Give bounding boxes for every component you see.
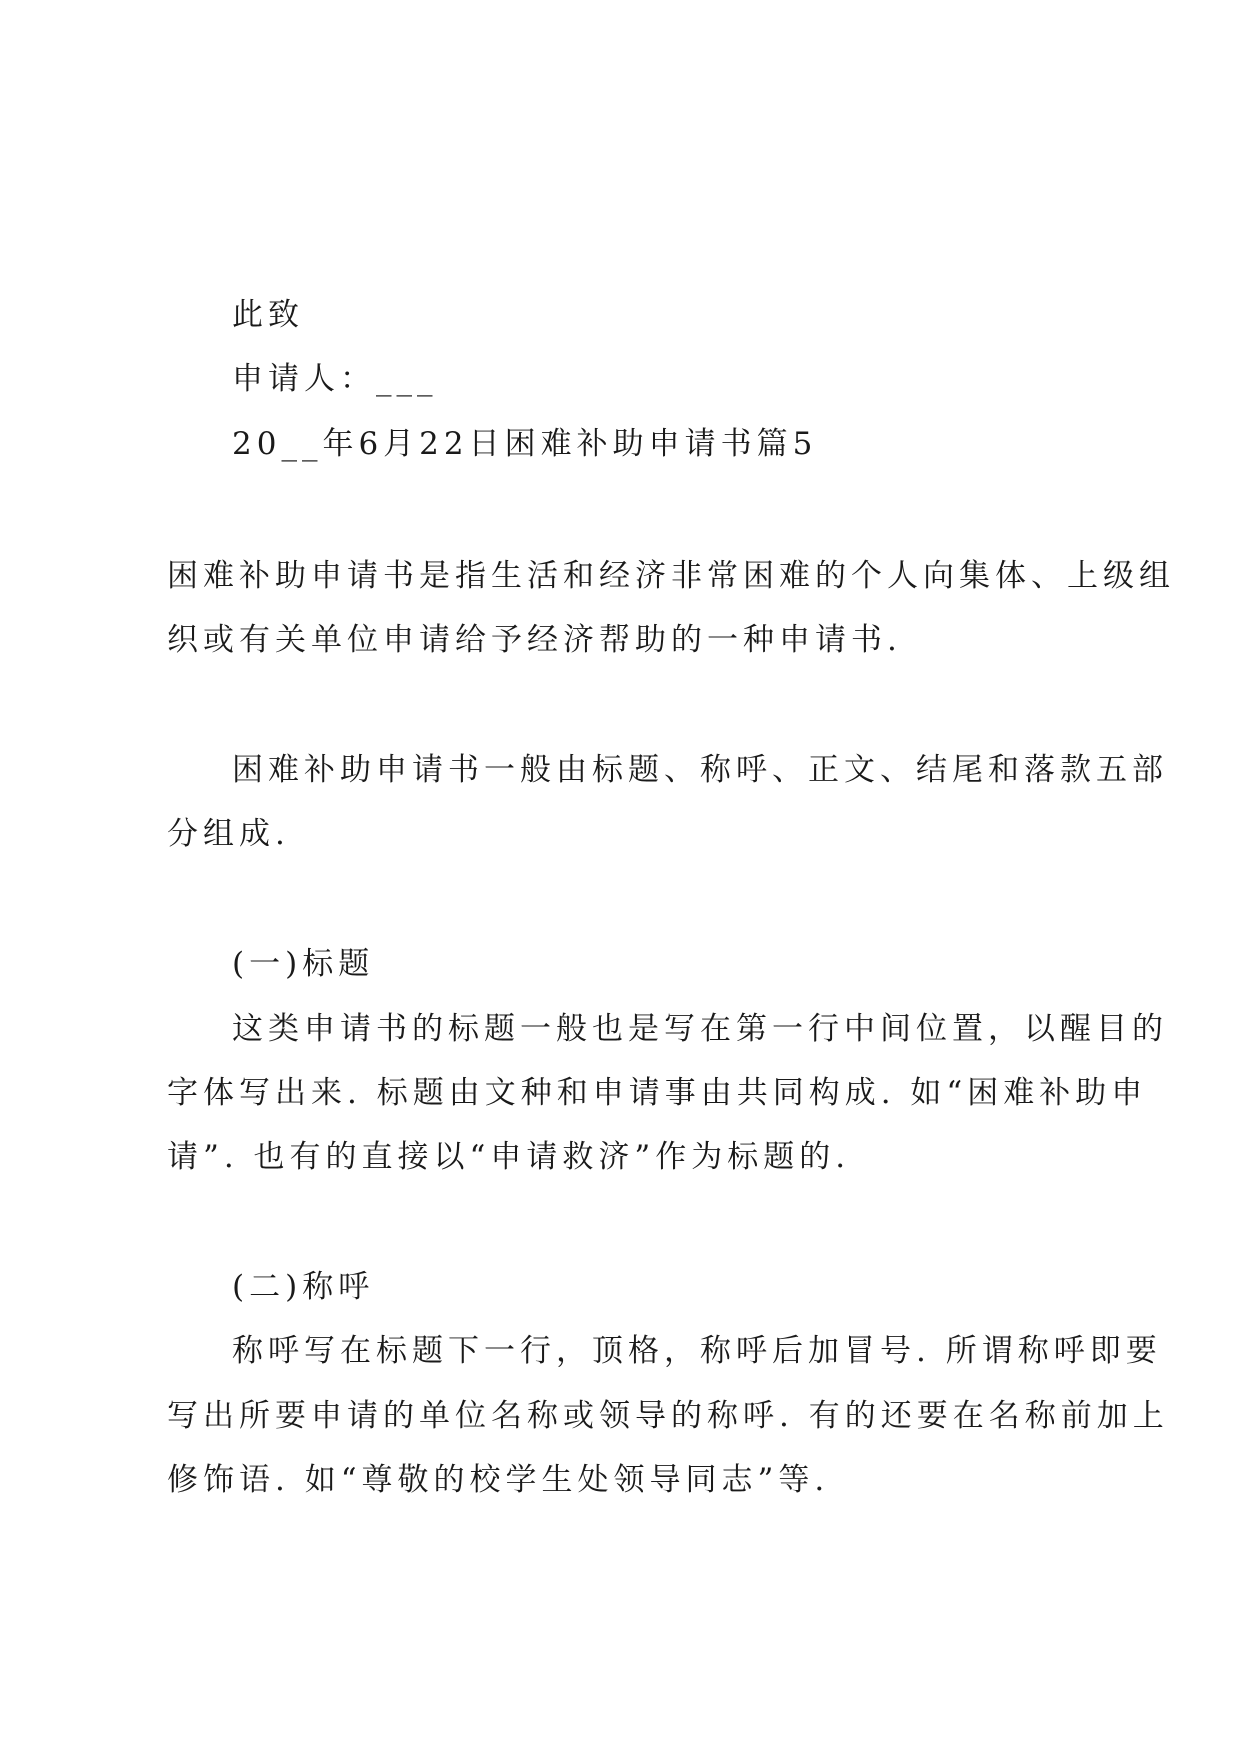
- structure-line-2: 分组成.: [167, 816, 290, 852]
- section-title-line-2: 字体写出来. 标题由文种和申请事由共同构成. 如“困难补助申: [167, 1075, 1148, 1111]
- definition-line-1: 困难补助申请书是指生活和经济非常困难的个人向集体、上级组: [167, 558, 1175, 594]
- section-salutation-heading: (二)称呼: [232, 1269, 375, 1305]
- date-and-next-title: 20__年6月22日困难补助申请书篇5: [232, 426, 818, 462]
- applicant-line: 申请人：___: [232, 361, 438, 397]
- section-title-line-3: 请”. 也有的直接以“申请救济”作为标题的.: [167, 1139, 851, 1175]
- section-salutation-line-1: 称呼写在标题下一行，顶格，称呼后加冒号. 所谓称呼即要: [232, 1333, 1162, 1369]
- structure-line-1: 困难补助申请书一般由标题、称呼、正文、结尾和落款五部: [232, 752, 1168, 788]
- section-salutation-line-2: 写出所要申请的单位名称或领导的称呼. 有的还要在名称前加上: [167, 1398, 1169, 1434]
- section-title-line-1: 这类申请书的标题一般也是写在第一行中间位置，以醒目的: [232, 1011, 1168, 1047]
- definition-line-2: 织或有关单位申请给予经济帮助的一种申请书.: [167, 622, 902, 658]
- section-salutation-line-3: 修饰语. 如“尊敬的校学生处领导同志”等.: [167, 1462, 830, 1498]
- closing-salutation: 此致: [232, 297, 304, 333]
- section-title-heading: (一)标题: [232, 946, 375, 982]
